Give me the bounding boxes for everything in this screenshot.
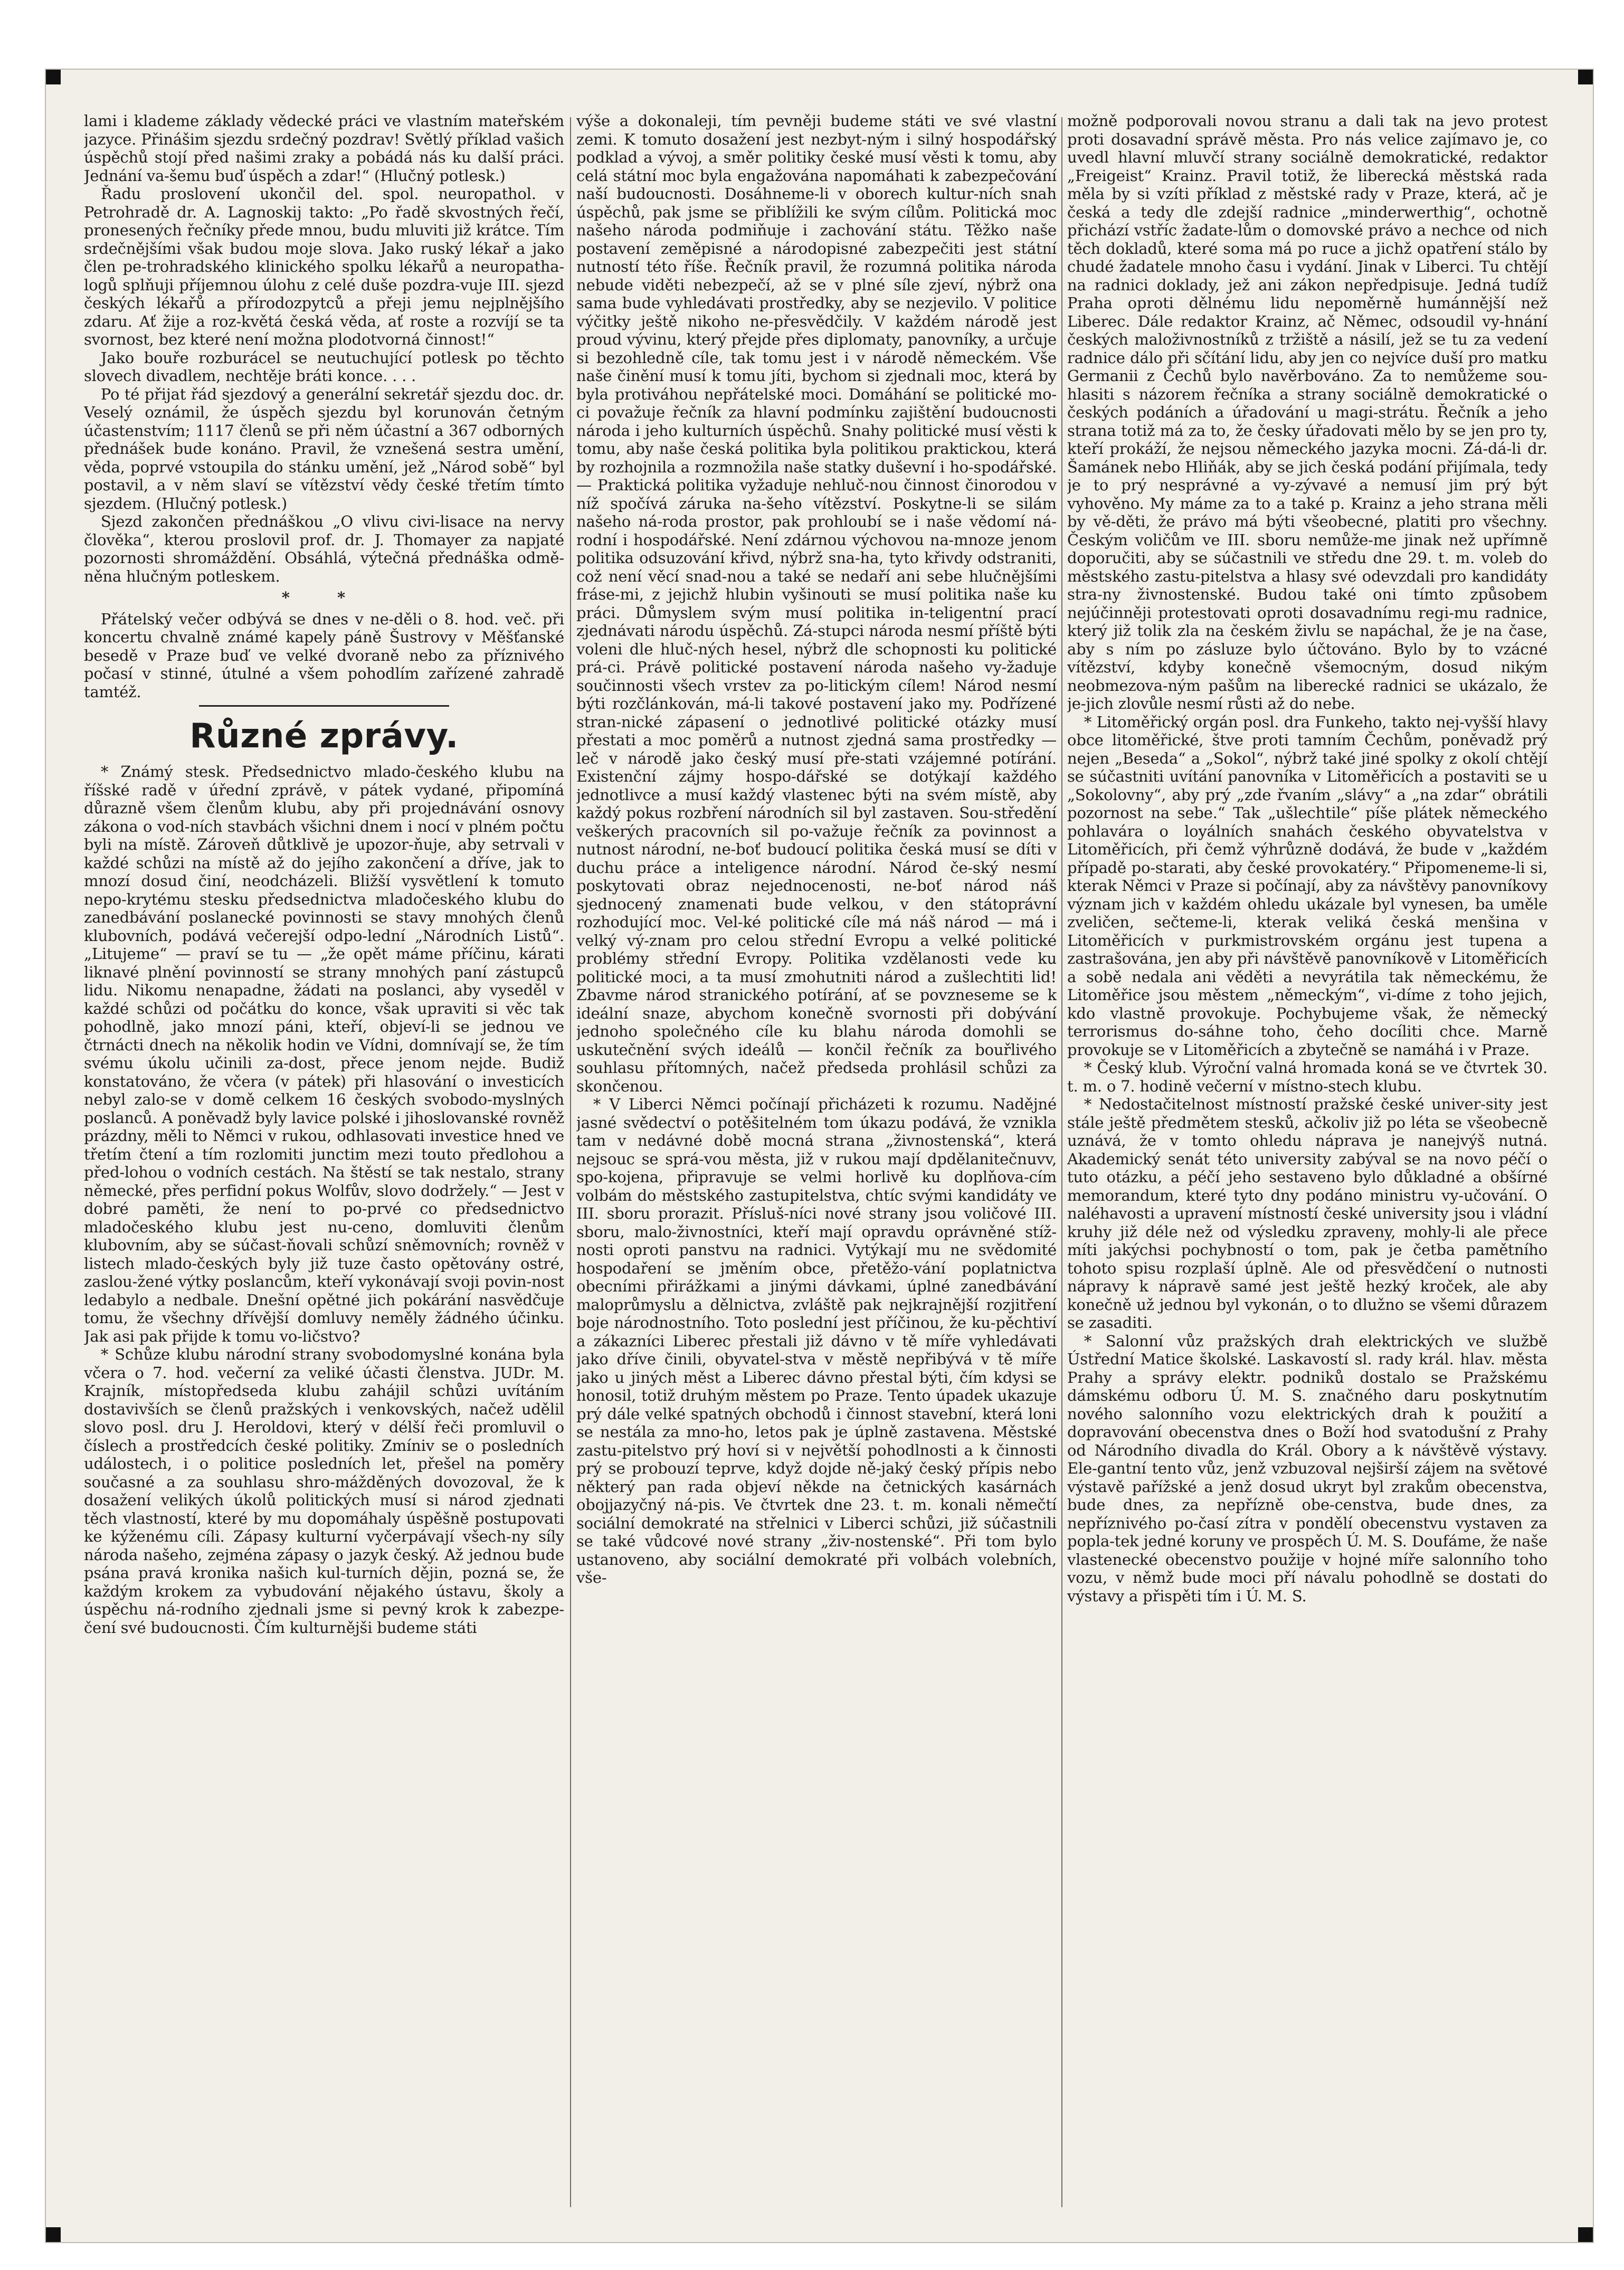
news-item: * Schůze klubu národní strany svobodomyslné konána byla včera o 7. hod. večerní za veliké účasti členstva. JUDr. M. Krajník, místopředseda klubu zahájil schůzi uvítáním dostavivších se členů pražských i venkovských, načež udělil slovo posl. dru J. Heroldovi, který v délší řeči promluvil o číslech a prostředcích české politiky. Zmíniv se o posledních událostech, i o politice posledních let, přešel na poměry současné a za souhlasu shro-mážděných dovozoval, že k dosažení velikých úkolů politických musí si národ zjednati těch vlastností, které by mu dopomáhaly úspěšně postupovati ke kýženému cíli. Zápasy kulturní vyčerpávají všech-ny síly národa našeho, zejména zápasy o jazyk český. Až jednou bude psána pravá kronika našich kul-turních dějin, pozná se, že každým krokem za vybudování nějakého ústavu, školy a úspěchu ná-rodního zjednali jsme si pevný krok k zabezpe-čení své budoucnosti. Čím kulturnějši budeme státi: [84, 1345, 564, 1637]
column-divider: [570, 117, 571, 2207]
column-divider: [1061, 117, 1062, 2207]
news-item: * Nedostačitelnost místností pražské české univer-sity jest stále ještě předmětem stesků, ačkoliv již po léta se všeobecně uznává, že v tomto ohledu náprava je nanejvýš nutná. Akademický senát této university zabýval se na novo péčí o tuto otázku, a péčí jeho sestaveno bylo důkladné a obšírné memorandum, které tyto dny podáno ministru vy-učování. O naléhavosti a upravení místností české university jsou i vládní kruhy již déle než od výsledku zpraveny, mohly-li ale přece míti jakýchsi pochybností o tom, pak je četba pamětního tohoto spisu rozplaší úplně. Ale od přesvědčení o nutnosti nápravy k nápravě samé jest ještě hezký kroček, ale aby konečně už jednou byl vykonán, o to dlužno se všemi důrazem se zasaditi.: [1067, 1095, 1547, 1332]
scan-corner-marker: [1578, 70, 1593, 84]
paragraph: Sjezd zakončen přednáškou „O vlivu civi-lisace na nervy člověka“, kterou proslovil prof. dr. J. Thomayer za napjaté pozornosti shromáždění. Obsáhlá, výtečná přednáška odmě-něna hlučným potleskem.: [84, 512, 564, 585]
section-separator: * *: [281, 588, 367, 606]
headline-rule: [199, 705, 449, 707]
column-middle: [576, 112, 1057, 2223]
paragraph: Přátelský večer odbývá se dnes v ne-děli o 8. hod. več. při koncertu chvalně známé kapely páně Šustrovy v Měšťanské besedě v Praze buď ve velké dvoraně nebo za příznivého počasí v stinné, útulné a všem pohodlím zařízené zahradě tamtéž.: [84, 610, 564, 701]
section-headline: Různé zprávy.: [189, 717, 459, 756]
paragraph: lami i klademe základy vědecké práci ve vlastním mateřském jazyce. Přinášim sjezdu srdečný pozdrav! Světlý příklad vašich úspěchů stojí před našimi zraky a pobádá nás ku další práci. Jednání va-šemu buď úspěch a zdar!“ (Hlučný potlesk.): [84, 112, 564, 185]
news-item: * Český klub. Výroční valná hromada koná se ve čtvrtek 30. t. m. o 7. hodině večerní v místno-stech klubu.: [1067, 1059, 1547, 1095]
paragraph: Řadu proslovení ukončil del. spol. neuropathol. v Petrohradě dr. A. Lagnoskij takto: „Po řadě skvostných řečí, pronesených řečníky přede mnou, budu mluviti již krátce. Tím srdečnějšími však budou moje slova. Jako ruský lékař a jako člen pe-trohradského klinického spolku lékařů a neuropatha-logů splňuji příjemnou úlohu z celé duše pozdra-vuje III. sjezd českých lékařů a přírodozpytců a přeji jemu nejplnějšího zdaru. Ať žije a roz-květá česká věda, ať roste a rozvíjí se ta svornost, bez které není možna plodotvorná činnost!“: [84, 185, 564, 348]
paragraph: Po té přijat řád sjezdový a generální sekretář sjezdu doc. dr. Veselý oznámil, že úspěch sjezdu byl korunován četným účastenstvím; 1117 členů se při něm účastní a 367 odborných přednášek bude konáno. Pravil, že vznešená sestra umění, věda, poprvé vstoupila do stánku umění, jež „Národ sobě“ byl postavil, a v něm slaví se vítězství vědy české třetím tímto sjezdem. (Hlučný potlesk.): [84, 385, 564, 512]
news-item: * Salonní vůz pražských drah elektrických ve službě Ústřední Matice školské. Laskavostí sl. rady král. hlav. města Prahy a správy elektr. podniků dostalo se Pražskému dámskému odboru Ú. M. S. značného daru poskytnutím nového salonního vozu elektrických drah k použití a dopravování obecenstva dnes o Boží hod svatodušní z Prahy od Národního divadla do Král. Obory a k návštěvě výstavy. Ele-gantní tento vůz, jenž vzbuzoval nejširší zájem na světové výstavě pařížské a jenž dosud ukryt byl zrakům obecenstva, bude dnes, za nepřízně obe-censtva, bude dnes, za nepříznivého po-časí zítra v pondělí obecenstvu vystaven za popla-tek jedné koruny ve prospěch Ú. M. S. Doufáme, že naše vlastenecké obecenstvo použije v hojné míře salonního toho vozu, v němž bude moci pří návalu pohodlně se dostati do výstavy a přispěti tím i Ú. M. S.: [1067, 1332, 1547, 1605]
news-item: * V Liberci Němci počínají přicházeti k rozumu. Nadějné jasné svědectví o potěšitelném tom úkazu podává, že vznikla tam v nedávné době mocná strana „živnostenská“, která nejsouc se sprá-vou města, již v rukou mají dpdělanitečnuvv, spo-kojena, připravuje se velmi horlivě ku doplňova-cím volbám do městského zastupitelstva, chtíc svými kandidáty ve III. sboru prorazit. Přísluš-níci nové strany jsou voličové III. sboru, malo-živnostníci, kteří mají opravdu oprávněné stíž-nosti oproti panstvu na radnici. Vytýkají mu ne svědomité hospodaření se jměním obce, přetěžo-vání poplatnictva obecními přirážkami a jinými dávkami, úplné zanedbávání maloprůmyslu a dělnictva, zvláště pak nejkrajnější rozjitření boje národnostního. Toto poslední jest příčinou, že ku-pěchtiví a zákazníci Liberec přestali již dávno v tě míře vyhledávati jako dříve činili, obyvatel-stva v městě nepřibývá v tě míře jako u jiných měst a Liberec dávno přestal býti, čím kdysi se honosil, totiž druhým městem po Praze. Tento úpadek ukazuje prý dále velké spatných obchodů i činnost stavební, která loni se nestála za mno-ho, letos pak je úplně zastavena. Městské zastu-pitelstvo prý hoví si v největší pohodlnosti a k činnosti prý se probouzí teprve, když dojde ně-jaký český přípis nebo některý pan rada objeví někde na četnických kasárnách obojjazyčný ná-pis. Ve čtvrtek dne 23. t. m. konali němečtí sociální demokraté na střelnici v Liberci schůzi, již súčastnili se také vůdcové nové strany „živ-nostenské“. Při tom bylo ustanoveno, aby sociální demokraté při volbách volebních, vše-: [576, 1095, 1057, 1587]
column-left: [84, 112, 564, 2223]
newspaper-page: [45, 69, 1594, 2243]
paragraph: výše a dokonaleji, tím pevněji budeme státi ve své vlastní zemi. K tomuto dosažení jest nezbyt-ným i silný hospodářský podklad a vývoj, a směr politiky české musí věsti k tomu, aby celá státní moc byla engažována napomáhati k zabezpečování naší budoucnosti. Dosáhneme-li v oborech kultur-ních snah úspěchů, pak jsme se přiblížili ke svým cílům. Politická moc našeho národa podmiňuje i zachování státu. Těžko naše postavení zeměpisné a národopisné zabezpečiti jest státní nutností této říše. Řečník pravil, že rozumná politika národa nebude viděti nebezpečí, až se v plné síle zjeví, nýbrž ona sama bude vyhledávati prostředky, aby se nezjevilo. V politice výčitky ještě nikoho ne-přesvědčily. V každém národě jest proud vývinu, který přejde přes diplomaty, panovníky, a určuje si bezohledně cíle, tak tomu jest i v národě německém. Vše naše činění musí k tomu jíti, bychom si zjednali moc, která by byla protiváhou nepřátelské moci. Domáhání se politické mo-ci považuje řečník za hlavní podmínku zajištění budoucnosti národa i jeho kulturních úspěchů. Snahy politické musí věsti k tomu, aby naše česká politika byla politikou praktickou, která by rozhojnila a rozmnožila naše statky duševní i ho-spodářské. — Praktická politika vyžaduje nehluč-nou činnost činorodou v níž spočívá záruka na-šeho vítězství. Poskytne-li se silám našeho ná-roda prostor, pak prohloubí se i naše vědomí ná-rodní i hospodářské. Není zdárnou výchovou na-mnoze jenom politika odsuzování křivd, nýbrž sna-ha, tyto křivdy odstraniti, což není věcí snad-nou a také se nedaří ani sebe hlučnějšími fráse-mi, z jejichž hlubin vyšinouti se musí politika naše ku práci. Důmyslem svým musí politika in-teligentní prací zjednávati národu úspěchů. Zá-stupci národa nesmí příště býti voleni dle hluč-ných hesel, nýbrž dle schopnosti ku politické prá-ci. Právě politické postavení národa našeho vy-žaduje součinnosti všech vrstev za po-litickým cílem! Národ nesmí býti rozčlánkován, má-li takové postavení jako my. Podřízené stran-nické zápasení o jednotlivé politické otázky musí přestati a moc poměrů a nutnost zjedná sama prostředky — leč v národě jako český musí pře-stati vzájemné potírání. Existenční zájmy hospo-dářské se dotýkají každého jednotlivce a musí každý vlastenec býti na svém místě, aby každý pokus rozbření národních sil byl zastaven. Sou-středění veškerých pracovních sil po-važuje řečník za povinnost a nutnost národní, ne-boť budoucí politika česká musí se díti v duchu práce a inteligence národní. Národ če-ský nesmí poskytovati obraz nejednocenosti, ne-boť národ náš sjednocený znamenati bude velkou, v den státoprávní rozhodující moc. Vel-ké politické cíle má náš národ — má i velký vý-znam pro celou střední Evropu a velké politické problémy střední Evropy. Politika vzdělanosti vede ku politické moci, a ta musí zmohutniti národ a zušlechtiti lid! Zbavme národ stranického potírání, ať se povzneseme se k ideální snaze, abychom konečně svornosti při dobývání jednoho společného cíle ku blahu národa domohli se uskutečnění svých ideálů — končil řečník za bouřlivého souhlasu přítomných, načež předseda prohlásil schůzi za skončenou.: [576, 112, 1057, 1095]
news-item: * Litoměřický orgán posl. dra Funkeho, takto nej-vyšší hlavy obce litoměřické, štve proti tamním Čechům, poněvadž prý nejen „Beseda“ a „Sokol“, nýbrž také jiné spolky z okolí chtějí se súčastniti uvítání panovníka v Litoměřicích a postaviti se u „Sokolovny“, aby prý „zde řvaním „slávy“ a „na zdar“ obrátili pozornost na sebe.“ Tak „ušlechtile“ píše plátek německého pohlavára o loyálních snahách českého obyvatelstva v Litoměřicích, při čemž výhrůzně dodává, že bude v „každém případě po-starati, aby české provokatéry.“ Připomeneme-li si, kterak Němci v Praze si počínají, aby za návštěvy panovníkovy význam jich v každém ohledu ukázale byl vynesen, ba uměle zveličen, sečteme-li, kterak veliká česká menšina v Litoměřicích v purkmistrovském orgánu jest tupena a zastrašována, jen aby při návštěvě panovníkově v Litoměřicích a sobě nedala ani věděti a nevyrátila tak německému, že Litoměřice jsou městem „německým“, vi-díme z toho jejich, kdo vlastně provokuje. Pochybujeme však, že německý terrorismus do-sáhne toho, čeho docíliti chce. Marně provokuje se v Litoměřicích a zbytečně se namáhá i v Praze.: [1067, 713, 1547, 1059]
column-right: [1067, 112, 1547, 2223]
scan-corner-marker: [46, 70, 61, 84]
paragraph: Jako bouře rozburácel se neutuchující potlesk po těchto slovech divadlem, nechtěje bráti konce. . . .: [84, 348, 564, 385]
scan-corner-marker: [1578, 2227, 1593, 2242]
news-item: * Známý stesk. Předsednictvo mlado-českého klubu na říšské radě v úřední zprávě, v pátek vydané, připomíná důrazně všem členům klubu, aby při projednávání osnovy zákona o vod-ních stavbách všichni dnem i nocí v plném počtu byli na místě. Zároveň důtklivě je upozor-ňuje, aby setrvali v každé schůzi na místě až do jejího zakončení a dříve, jak to mnozí dosud činí, neodcházeli. Bližší vysvětlení k tomuto nepo-krytému stesku předsednictva mladočeského klubu do zanedbávání poslanecké povinnosti se stavy mnohých členů klubovních, podává večerejší odpo-lední „Národních Listů“. „Litujeme“ — praví se tu — „že opět máme příčinu, kárati liknavé plnění povinností se strany mnohých paní zástupců lidu. Nikomu nenapadne, žádati na poslanci, aby vyseděl v každé schůzi od počátku do konce, však upraviti si věc tak pohodlně, jako mnozí páni, kteří, objeví-li se jednou ve čtrnácti dnech na několik hodin ve Vídni, domnívají se, že tím svému úkolu učinili za-dost, přece jenom nejde. Budiž konstatováno, že včera (v pátek) při hlasování o investicích nebyl zalo-se v domě celkem 16 českých svobodo-myslných poslanců. A poněvadž byly lavice polské i jihoslovanské rovněž prázdny, měli to Němci v rukou, odhlasovati investice hned ve třetím čtení a tím rozlomiti junctim mezi touto předlohou a před-lohou o vodních cestách. Na štěstí se tak nestalo, strany německé, přes perfidní pokus Wolfův, slovo dodržely.“ — Jest v dobré paměti, že není to po-prvé co předsednictvo mladočeského klubu jest nu-ceno, domluviti členům klubovním, aby se súčast-ňovali schůzí sněmovních; rovněž v listech mlado-českých byly již tuze často opětovány ostré, zaslou-žené výtky poslancům, kteří vykonávají svoji povin-nost ledabylo a nedbale. Dnešní opětné jich pokárání nasvědčuje tomu, že všechny dřívější domluvy neměly žádného účinku. Jak asi pak přijde k tomu vo-ličstvo?: [84, 763, 564, 1345]
scan-corner-marker: [46, 2227, 61, 2242]
paragraph: možně podporovali novou stranu a dali tak na jevo protest proti dosavadní správě města. Pro nás velice zajímavo je, co uvedl hlavní mluvčí strany sociálně demokratické, redaktor „Freigeist“ Krainz. Pravil totiž, že liberecká městská rada měla by si vzíti příklad z městské rady v Praze, která, ač je česká a tedy dle zdejší radnice „minderwerthig“, ochotně přichází vstříc žadate-lům o domovské právo a nechce od nich těch dokladů, které soma má po ruce a jichž opatření stálo by chudé žadatele mnoho času i vydání. Jinak v Liberci. Tu chtějí na radnici doklady, jež ani zákon nepředpisuje. Jedná tudíž Praha oproti dělnému lidu nepoměrně humánnější než Liberec. Dále redaktor Krainz, ač Němec, odsoudil vy-hnání českých maloživnostníků z tržiště a násilí, jež se tu za vedení radnice dálo při sčítání lidu, aby jen co nejvíce duší pro matku Germanii z Čechů bylo navěrbováno. Za to nemůžeme sou-hlasiti s názorem řečníka a strany sociálně demokratické o českých podáních a úřadování u magi-strátu. Řečník a jeho strana totiž má za to, že česky úřadovati mělo by se jen pro ty, kteří prokáží, že nejsou německého jazyka mocni. Zá-dá-li dr. Šamánek nebo Hliňák, aby se jich česká podání přijímala, tedy je to prý nesprávné a vy-zývavé a nemusí jim prý být vyhověno. My máme za to a také p. Krainz a jeho strana měli by vě-děti, že právo má býti všeobecné, platiti pro všechny. Českým voličům ve III. sboru nemůže-me jinak než upřímně doporučiti, aby se súčastnili ve středu dne 29. t. m. voleb do městského zastu-pitelstva a hlasy své odevzdali pro kandidáty stra-ny živnostenské. Budou také oni tímto způsobem nejúčinněji protestovati oproti dosavadnímu regi-mu radnice, který již tolik zla na českém živlu se napáchal, že je na čase, aby s ním po zásluze bylo účtováno. Bylo by to vzácné vítězství, kdyby konečně všemocným, dosud nikým neobmezova-ným pašům na liberecké radnici se ukázalo, že je-jich zlovůle nesmí růsti až do nebe.: [1067, 112, 1547, 713]
